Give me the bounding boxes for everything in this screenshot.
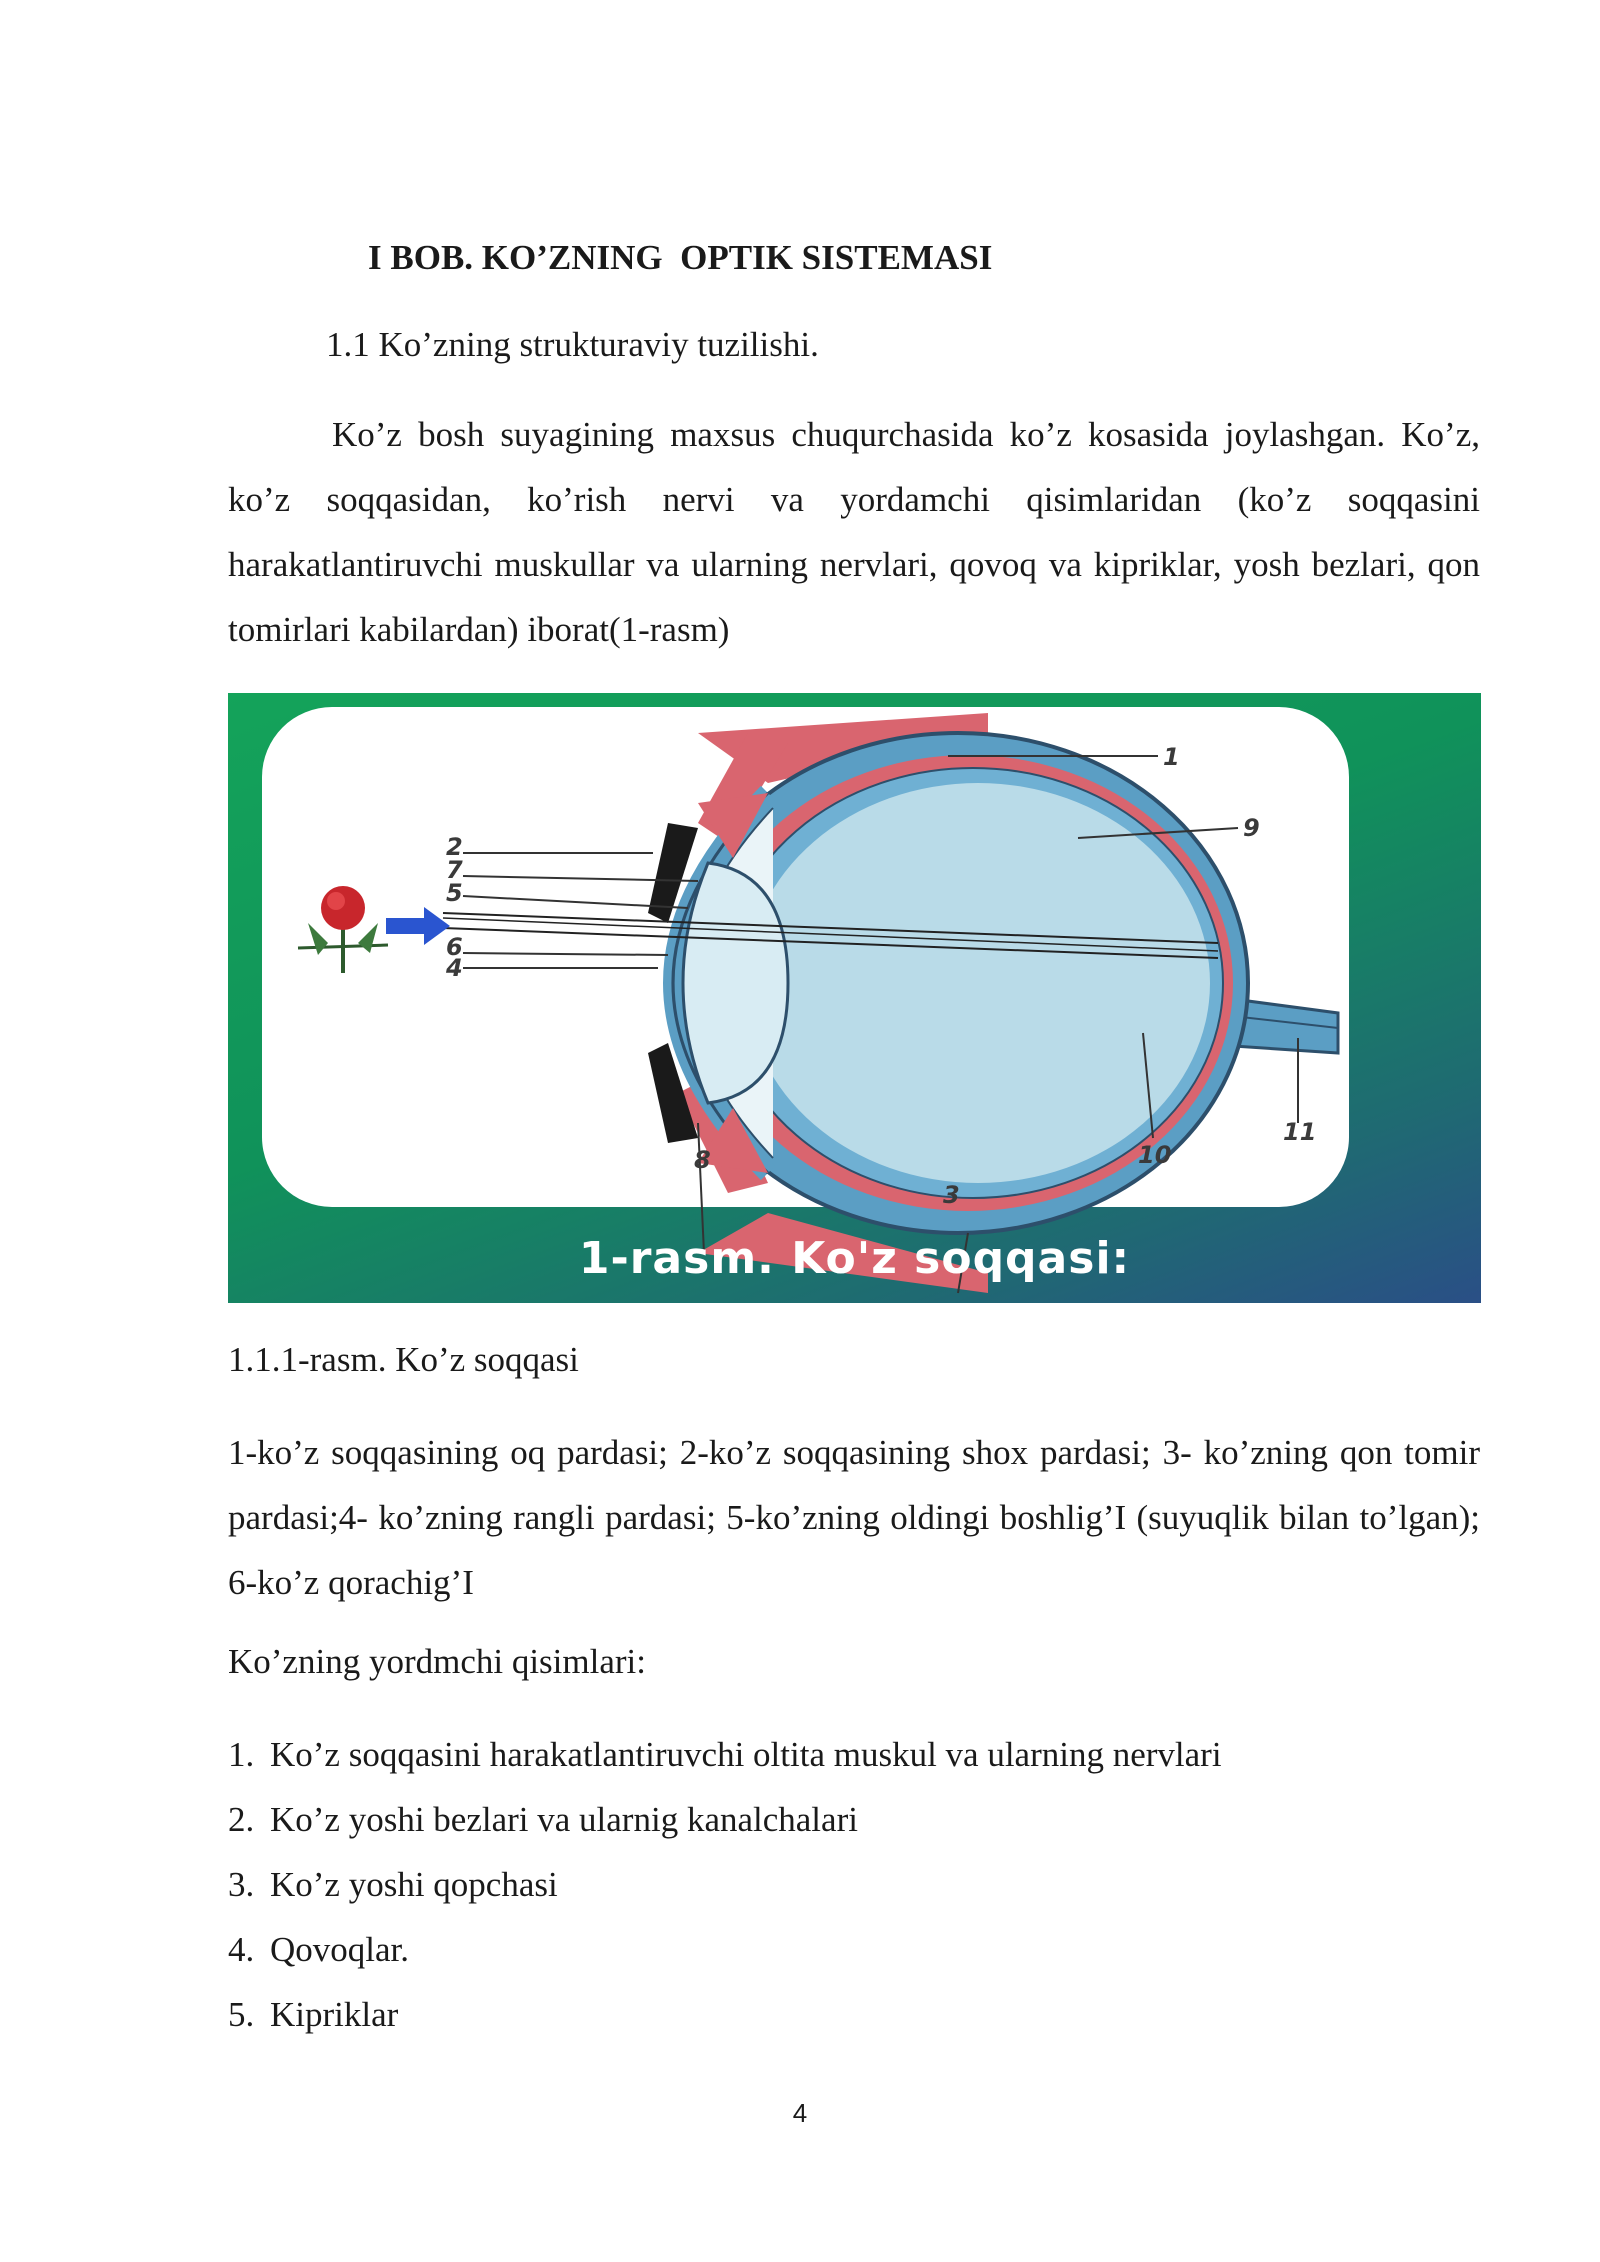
label-7: 7 [446,856,463,884]
section-title: 1.1 Ko’zning strukturaviy tuzilishi. [326,325,819,364]
legend-paragraph: 1-ko’z soqqasining oq pardasi; 2-ko’z soqqasining shox pardasi; 3- ko’zning qon tomir pardasi;4- ko’zning rangli pardasi; 5-ko’zning oldingi boshlig’I (suyuqlik bilan to’lgan); 6-ko’z qorachig’I [228,1433,1480,1602]
chapter-title: I BOB. KO’ZNING OPTIK SISTEMASI [368,238,993,277]
list-item: 5. Kipriklar [228,1995,399,2034]
eye-diagram-figure [228,693,1481,1303]
eye-diagram [228,693,1481,1303]
list-item: 3. Ko’z yoshi qopchasi [228,1865,558,1904]
figure-caption: 1-rasm. Ko'z soqqasi: [578,1233,1131,1284]
label-10: 10 [1138,1141,1172,1169]
vitreous-body [746,783,1210,1183]
label-3: 3 [943,1181,960,1209]
label-2: 2 [446,833,463,861]
aux-list [228,1722,1222,2047]
list-item: 1. Ko’z soqqasini harakatlantiruvchi oltita muskul va ularning nervlari [228,1735,1222,1774]
figure-label: 1.1.1-rasm. Ko’z soqqasi [228,1340,579,1379]
label-9: 9 [1243,814,1260,842]
label-5: 5 [446,879,463,907]
aux-title: Ko’zning yordmchi qisimlari: [228,1642,646,1681]
label-8: 8 [694,1146,711,1174]
label-1: 1 [1163,743,1180,771]
label-11: 11 [1283,1118,1317,1146]
list-item: 4. Qovoqlar. [228,1930,410,1969]
page-number: 4 [792,2098,808,2128]
list-item: 2. Ko’z yoshi bezlari va ularnig kanalchalari [228,1800,858,1839]
intro-paragraph: Ko’z bosh suyagining maxsus chuqurchasida ko’z kosasida joylashgan. Ko’z, ko’z soqqasidan, ko’rish nervi va yordamchi qisimlaridan (ko’z soqqasini harakatlantiruvchi muskullar va ularning nervlari, qovoq va kipriklar, yosh bezlari, qon tomirlari kabilardan) iborat(1-rasm) [228,415,1480,649]
label-4: 4 [446,954,463,982]
label-6: 6 [446,933,463,961]
